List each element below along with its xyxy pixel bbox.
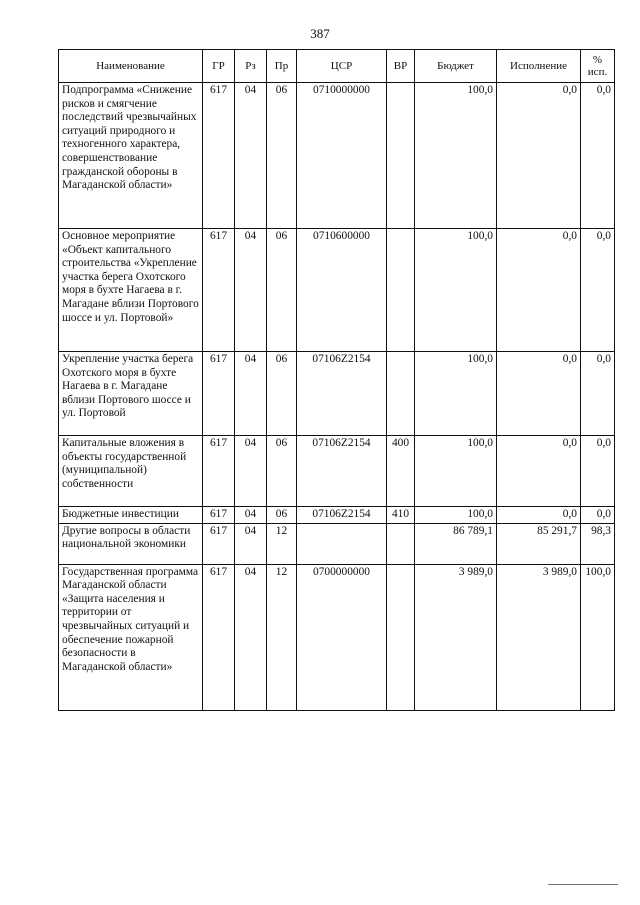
cell-gr: 617 (203, 523, 235, 564)
header-gr: ГР (203, 50, 235, 83)
cell-vr (387, 564, 415, 710)
cell-execution: 0,0 (497, 507, 581, 524)
cell-percent: 0,0 (581, 229, 615, 352)
cell-csr: 07106Z2154 (297, 352, 387, 436)
cell-rz: 04 (235, 352, 267, 436)
cell-execution: 3 989,0 (497, 564, 581, 710)
cell-csr: 0710600000 (297, 229, 387, 352)
cell-budget: 100,0 (415, 83, 497, 229)
cell-name: Бюджетные инвестиции (59, 507, 203, 524)
cell-percent: 0,0 (581, 507, 615, 524)
cell-percent: 0,0 (581, 436, 615, 507)
page-number: 387 (310, 26, 330, 41)
cell-gr: 617 (203, 83, 235, 229)
cell-pr: 06 (267, 229, 297, 352)
cell-csr: 0700000000 (297, 564, 387, 710)
cell-gr: 617 (203, 352, 235, 436)
cell-budget: 100,0 (415, 229, 497, 352)
cell-execution: 0,0 (497, 436, 581, 507)
cell-name: Государственная программа Магаданской области «Защита населения и территории от чрезвычайных ситуаций и обеспечение пожарной безопасности в Магаданской области» (59, 564, 203, 710)
header-rz: Рз (235, 50, 267, 83)
cell-pr: 06 (267, 507, 297, 524)
table-row (59, 564, 615, 710)
cell-gr: 617 (203, 564, 235, 710)
table-row (59, 83, 615, 229)
cell-execution: 0,0 (497, 229, 581, 352)
table-row (59, 352, 615, 436)
cell-csr: 0710000000 (297, 83, 387, 229)
header-execution: Исполнение (497, 50, 581, 83)
cell-percent: 0,0 (581, 352, 615, 436)
cell-pr: 06 (267, 352, 297, 436)
cell-percent: 98,3 (581, 523, 615, 564)
cell-rz: 04 (235, 229, 267, 352)
cell-vr (387, 523, 415, 564)
cell-csr (297, 523, 387, 564)
cell-name: Капитальные вложения в объекты государственной (муниципальной) собственности (59, 436, 203, 507)
cell-csr: 07106Z2154 (297, 507, 387, 524)
header-vr: ВР (387, 50, 415, 83)
cell-rz: 04 (235, 507, 267, 524)
cell-name: Подпрограмма «Снижение рисков и смягчение последствий чрезвычайных ситуаций природного и техногенного характера, совершенствование гражданской обороны в Магаданской области» (59, 83, 203, 229)
table-row (59, 507, 615, 524)
cell-pr: 12 (267, 523, 297, 564)
header-percent: % исп. (581, 50, 615, 83)
table-header-row (59, 50, 615, 83)
header-pr: Пр (267, 50, 297, 83)
cell-name: Другие вопросы в области национальной экономики (59, 523, 203, 564)
cell-rz: 04 (235, 83, 267, 229)
page-edge-line (548, 884, 618, 885)
cell-budget: 100,0 (415, 436, 497, 507)
cell-rz: 04 (235, 436, 267, 507)
cell-pr: 06 (267, 436, 297, 507)
cell-budget: 3 989,0 (415, 564, 497, 710)
cell-vr: 400 (387, 436, 415, 507)
cell-percent: 100,0 (581, 564, 615, 710)
cell-budget: 100,0 (415, 352, 497, 436)
cell-budget: 100,0 (415, 507, 497, 524)
cell-execution: 0,0 (497, 352, 581, 436)
header-csr: ЦСР (297, 50, 387, 83)
cell-execution: 0,0 (497, 83, 581, 229)
cell-csr: 07106Z2154 (297, 436, 387, 507)
header-name: Наименование (59, 50, 203, 83)
cell-budget: 86 789,1 (415, 523, 497, 564)
cell-vr (387, 352, 415, 436)
cell-execution: 85 291,7 (497, 523, 581, 564)
cell-percent: 0,0 (581, 83, 615, 229)
table-row (59, 229, 615, 352)
cell-rz: 04 (235, 564, 267, 710)
cell-vr: 410 (387, 507, 415, 524)
header-budget: Бюджет (415, 50, 497, 83)
cell-pr: 06 (267, 83, 297, 229)
cell-name: Основное мероприятие «Объект капитального строительства «Укрепление участка берега Охотского моря в бухте Нагаева в г. Магадане вблизи Портового шоссе и ул. Портовой» (59, 229, 203, 352)
cell-pr: 12 (267, 564, 297, 710)
cell-name: Укрепление участка берега Охотского моря в бухте Нагаева в г. Магадане вблизи Портового шоссе и ул. Портовой (59, 352, 203, 436)
cell-rz: 04 (235, 523, 267, 564)
table-row (59, 523, 615, 564)
table-row (59, 436, 615, 507)
cell-gr: 617 (203, 229, 235, 352)
cell-gr: 617 (203, 436, 235, 507)
cell-vr (387, 83, 415, 229)
cell-gr: 617 (203, 507, 235, 524)
budget-execution-table (58, 49, 615, 711)
cell-vr (387, 229, 415, 352)
